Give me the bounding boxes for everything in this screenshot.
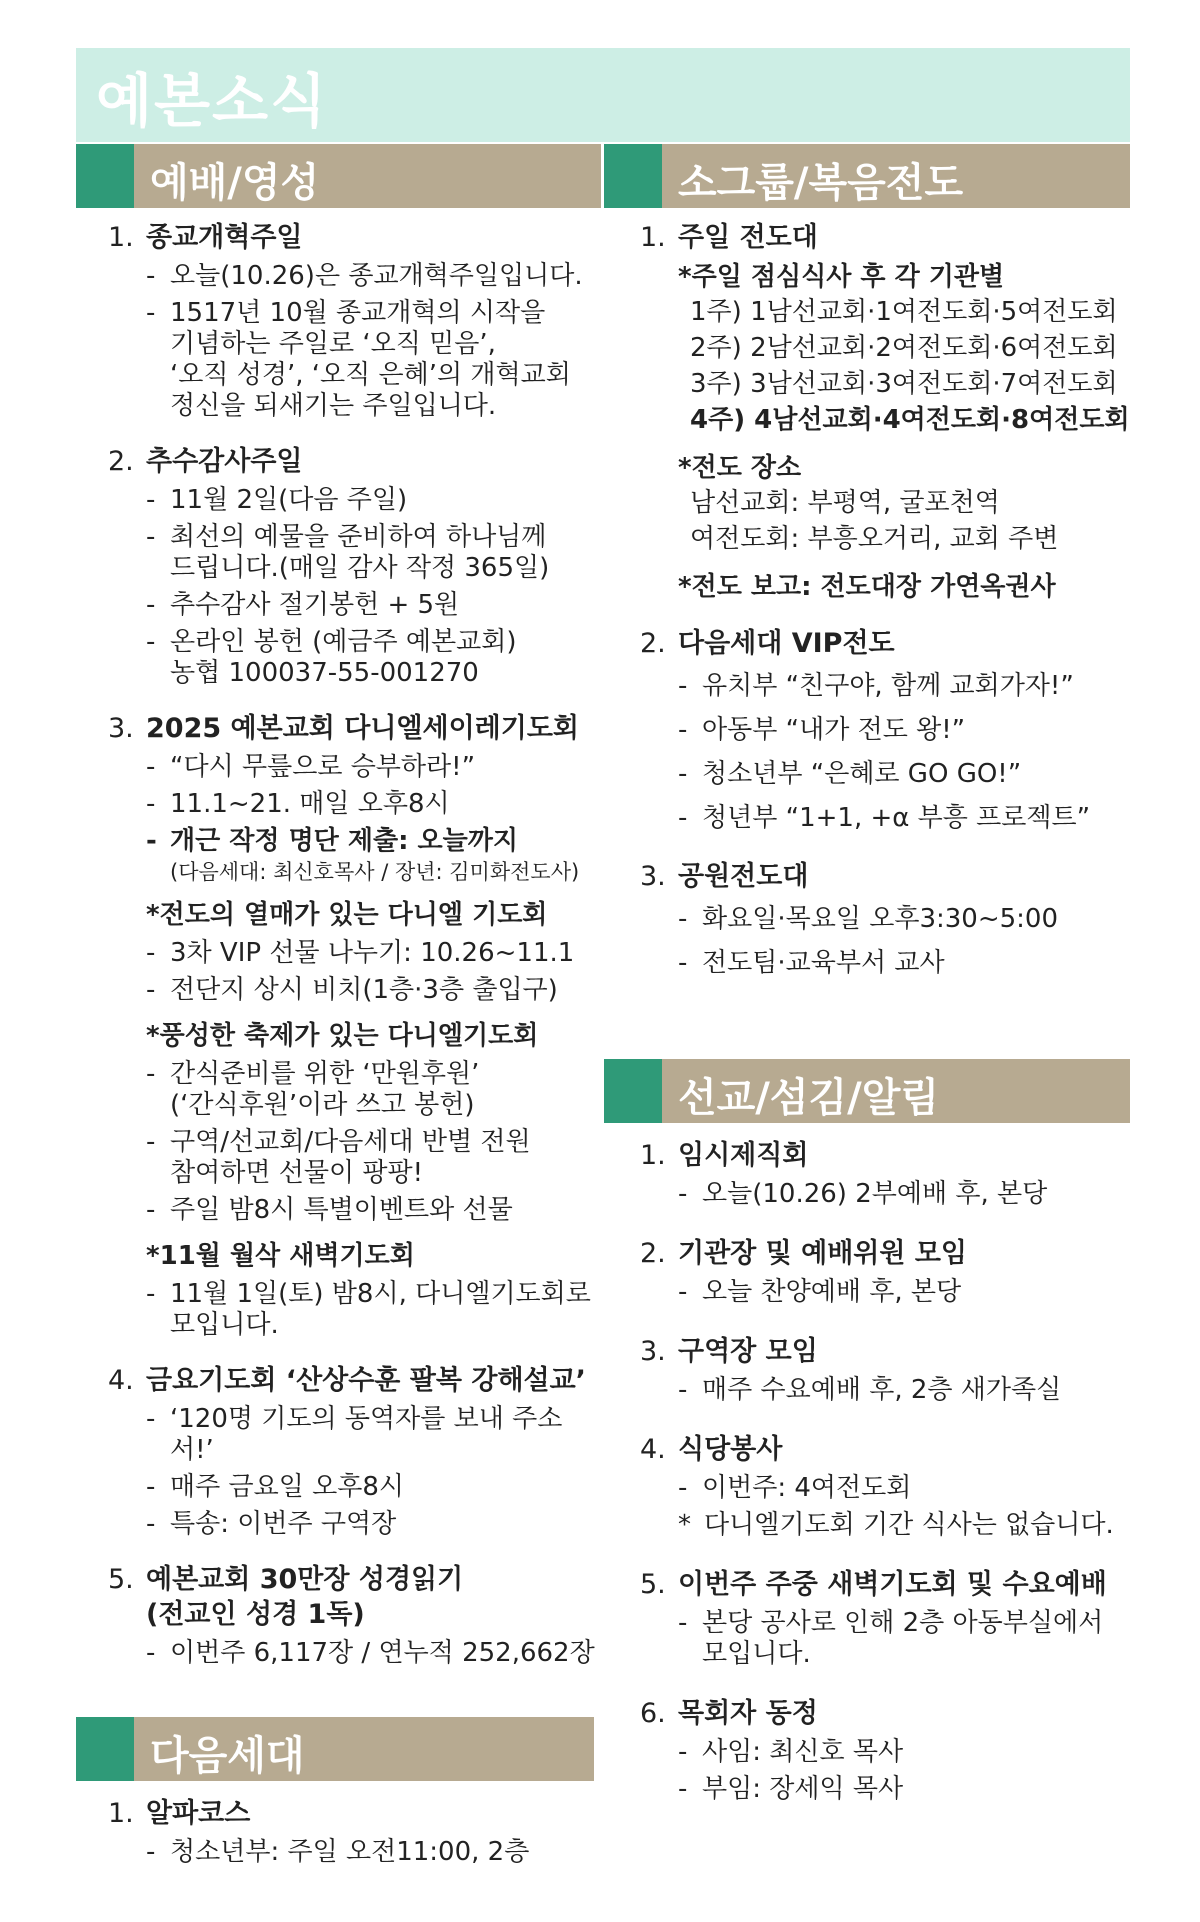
list-item: 6. 목회자 동정 - 사임: 최신호 목사 - 부임: 장세익 목사 — [640, 1698, 904, 1804]
bullet-marker: - — [146, 485, 156, 515]
bullet-marker: - — [146, 1837, 156, 1867]
item-number: 2. — [640, 1238, 666, 1269]
subheading: *11월 월삭 새벽기도회 — [146, 1241, 415, 1271]
bullet-marker: - — [146, 522, 156, 552]
item-title: 예본교회 30만장 성경읽기 (전교인 성경 1독) — [146, 1564, 464, 1630]
item-title: 다음세대 VIP전도 — [678, 628, 895, 659]
smallgroup-list — [640, 220, 1140, 1004]
item-title: 임시제직회 — [678, 1140, 809, 1171]
item-number: 3. — [640, 861, 666, 892]
list-item: 3. 2025 예본교회 다니엘세이레기도회 - “다시 무릎으로 승부하라!” - 11.1~21. 매일 오후8시 - 개근 작정 명단 제출: 오늘까지 (다음세대: 최신호목사 / 장년: 김미화전도사) *전도의 열매가 있는 다니엘 기도회 - 3차 VIP 선물 나누기: 10.26~11.1 - 전단지 상시 비치(1층·3층 출입구) *풍성한 축제가 있는 다니엘기도회 - 간식준비를 위한 ‘만원후원’ (‘간식후원’이라 쓰고 봉헌) - 구역/선교회/다음세대 반별 전원 참여하면 선물이 팡팡! - 주일 밤8시 특별이벤트와 선물 *11월 월삭 새벽기도회 - 11월 1일(토) 밤8시, 다니엘기도회로 모입니다. — [108, 711, 598, 1341]
item-number: 5. — [640, 1569, 666, 1600]
item-title: 목회자 동정 — [678, 1698, 818, 1729]
subheading: *전도의 열매가 있는 다니엘 기도회 — [146, 900, 548, 930]
item-number: 1. — [108, 1798, 134, 1829]
bullet-marker: - — [678, 715, 688, 745]
subheading: *전도 보고: 전도대장 가연옥권사 — [678, 572, 1056, 602]
item-title: 공원전도대 — [678, 861, 809, 892]
item-number: 5. — [108, 1564, 134, 1595]
item-number: 6. — [640, 1698, 666, 1729]
list-item: 3. 공원전도대 - 화요일·목요일 오후3:30~5:00 - 전도팀·교육부서 교사 — [640, 859, 1140, 982]
bullet-marker: - — [146, 1059, 156, 1089]
bullet-marker: - — [146, 1472, 156, 1502]
list-item: 2. 추수감사주일 - 11월 2일(다음 주일) - 최선의 예물을 준비하여 하나님께 드립니다.(매일 감사 작정 365일) - 추수감사 절기봉헌 + 5원 - 온라인 봉헌 (예금주 예본교회) 농협 100037-55-001270 — [108, 446, 550, 688]
bullet-marker: - — [146, 1404, 156, 1434]
bullet-marker: - — [678, 1179, 688, 1209]
section-header-worship — [76, 144, 601, 208]
item-number: 1. — [640, 1140, 666, 1171]
bullet-marker: - — [146, 261, 156, 291]
bullet-marker: - — [146, 789, 156, 819]
bullet-marker: - — [678, 1737, 688, 1767]
section-tab — [76, 1717, 134, 1781]
list-item: 5. 이번주 주중 새벽기도회 및 수요예배 - 본당 공사로 인해 2층 아동부실에서 모입니다. — [640, 1569, 1107, 1669]
list-item: 3. 구역장 모임 - 매주 수요예배 후, 2층 새가족실 — [640, 1336, 1062, 1405]
section-title-worship: 예배/영성 — [150, 160, 320, 206]
bullet-marker: - — [146, 1509, 156, 1539]
item-number: 3. — [108, 713, 134, 744]
bullet-marker: - — [678, 1375, 688, 1405]
nextgen-list — [108, 1796, 598, 1890]
item-number: 4. — [640, 1434, 666, 1465]
bullet-marker: - — [146, 590, 156, 620]
item-title: 기관장 및 예배위원 모임 — [678, 1238, 968, 1269]
bullet-marker: - — [146, 627, 156, 657]
list-item: 4. 금요기도회 ‘산상수훈 팔복 강해설교’ - ‘120명 기도의 동역자를 보내 주소서!’ - 매주 금요일 오후8시 - 특송: 이번주 구역장 — [108, 1365, 586, 1539]
item-title: 2025 예본교회 다니엘세이레기도회 — [146, 713, 580, 744]
bullet-marker: - — [678, 904, 688, 934]
item-title: 구역장 모임 — [678, 1336, 818, 1367]
section-title-mission: 선교/섬김/알림 — [678, 1075, 940, 1121]
item-title: 추수감사주일 — [146, 446, 303, 477]
bullet-marker: - — [146, 1279, 156, 1309]
item-number: 1. — [108, 222, 134, 253]
item-number: 1. — [640, 222, 666, 253]
list-item: 1. 임시제직회 - 오늘(10.26) 2부예배 후, 본당 — [640, 1140, 1048, 1209]
item-title: 금요기도회 ‘산상수훈 팔복 강해설교’ — [146, 1365, 586, 1396]
bullet-marker: - — [678, 1608, 688, 1638]
item-title: 주일 전도대 — [678, 222, 818, 253]
list-item: 1. 주일 전도대 *주일 점심식사 후 각 기관별 1주) 1남선교회·1여전도회·5여전도회 2주) 2남선교회·2여전도회·6여전도회 3주) 3남선교회·3여전도회·7여전도회 4주) 4남선교회·4여전도회·8여전도회 *전도 장소 남선교회: 부평역, 굴포천역 여전도회: 부흥오거리, 교회 주변 *전도 보고: 전도대장 가연옥권사 — [640, 220, 1140, 604]
bullet-marker: - — [678, 1774, 688, 1804]
item-number: 2. — [108, 446, 134, 477]
section-header-nextgen — [76, 1717, 594, 1781]
bullet-marker: - — [146, 975, 156, 1005]
bullet-marker: * — [678, 1510, 691, 1540]
section-tab — [76, 144, 134, 208]
section-tab — [604, 144, 662, 208]
mission-list — [640, 1138, 1140, 1827]
subheading: *전도 장소 — [678, 453, 802, 483]
list-item: 5. 예본교회 30만장 성경읽기 (전교인 성경 1독) - 이번주 6,117장 / 연누적 252,662장 — [108, 1564, 595, 1668]
bullet-marker: - — [678, 803, 688, 833]
bullet-marker: - — [146, 1127, 156, 1157]
bullet-marker: - — [146, 1195, 156, 1225]
banner-title: 예본소식 — [96, 67, 329, 135]
bullet-marker: - — [678, 948, 688, 978]
bullet-marker: - — [146, 752, 156, 782]
list-item: 2. 다음세대 VIP전도 - 유치부 “친구야, 함께 교회가자!” - 아동부 “내가 전도 왕!” - 청소년부 “은혜로 GO GO!” - 청년부 “1+1, +α 부흥 프로젝트” — [640, 626, 1140, 837]
bullet-marker: - — [678, 671, 688, 701]
item-number: 3. — [640, 1336, 666, 1367]
bullet-marker: - — [146, 826, 157, 856]
item-title: 알파코스 — [146, 1798, 251, 1829]
newsletter-banner — [76, 48, 1130, 142]
list-item: 1. 알파코스 - 청소년부: 주일 오전11:00, 2층 — [108, 1798, 530, 1867]
item-number: 4. — [108, 1365, 134, 1396]
section-header-smallgroup — [604, 144, 1130, 208]
bullet-marker: - — [146, 938, 156, 968]
item-title: 종교개혁주일 — [146, 222, 303, 253]
section-title-nextgen: 다음세대 — [150, 1733, 305, 1779]
item-number: 2. — [640, 628, 666, 659]
bullet-marker: - — [678, 759, 688, 789]
bullet-marker: - — [146, 298, 156, 328]
section-title-smallgroup: 소그룹/복음전도 — [678, 160, 964, 206]
list-item: 1. 종교개혁주일 - 오늘(10.26)은 종교개혁주일입니다. - 1517년 10월 종교개혁의 시작을 기념하는 주일로 ‘오직 믿음’, ‘오직 성경’, ‘오직 은혜’의 개혁교회 정신을 되새기는 주일입니다. — [108, 222, 583, 421]
bullet-marker: - — [146, 1638, 156, 1668]
list-item: 2. 기관장 및 예배위원 모임 - 오늘 찬양예배 후, 본당 — [640, 1238, 968, 1307]
section-tab — [604, 1059, 662, 1123]
bullet-marker: - — [678, 1473, 688, 1503]
subheading: *주일 점심식사 후 각 기관별 — [678, 262, 1005, 292]
bullet-marker: - — [678, 1277, 688, 1307]
item-title: 이번주 주중 새벽기도회 및 수요예배 — [678, 1569, 1107, 1600]
section-header-mission — [604, 1059, 1130, 1123]
worship-list — [108, 220, 598, 1691]
item-title: 식당봉사 — [678, 1434, 783, 1465]
subheading: *풍성한 축제가 있는 다니엘기도회 — [146, 1021, 539, 1051]
list-item: 4. 식당봉사 - 이번주: 4여전도회 * 다니엘기도회 기간 식사는 없습니다. — [640, 1434, 1114, 1540]
